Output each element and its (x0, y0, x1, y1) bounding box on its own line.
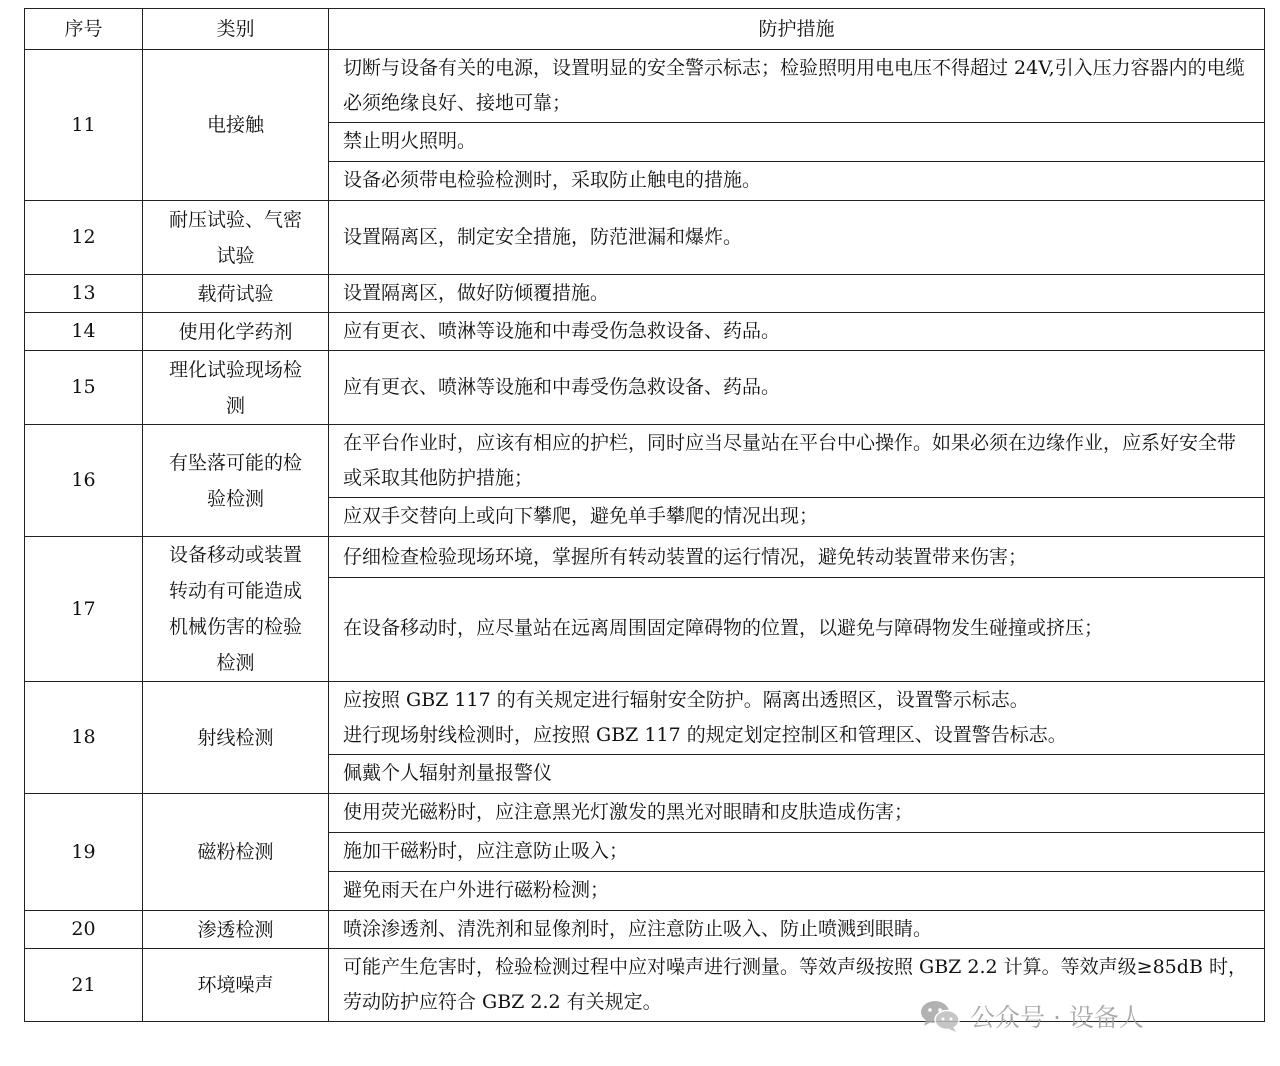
row-number: 14 (25, 313, 143, 351)
row-category: 理化试验现场检测 (143, 351, 329, 425)
table-row (25, 201, 1265, 275)
row-number: 15 (25, 351, 143, 425)
measure-item: 施加干磁粉时，应注意防止吸入； (329, 832, 1264, 871)
row-category: 使用化学药剂 (143, 313, 329, 351)
row-number: 19 (25, 794, 143, 911)
table-row (25, 682, 1265, 794)
measure-item: 仔细检查检验现场环境，掌握所有转动装置的运行情况，避免转动装置带来伤害； (343, 545, 1028, 568)
row-measures (329, 682, 1265, 794)
table-row (25, 351, 1265, 425)
row-number: 18 (25, 682, 143, 794)
row-category: 射线检测 (143, 682, 329, 794)
row-number: 17 (25, 537, 143, 682)
measure-item: 应有更衣、喷淋等设施和中毒受伤急救设备、药品。 (329, 351, 1265, 425)
measure-item: 喷涂渗透剂、清洗剂和显像剂时，应注意防止吸入、防止喷溅到眼睛。 (329, 911, 1265, 949)
wechat-icon (920, 999, 960, 1033)
measure-item: 在设备移动时，应尽量站在远离周围固定障碍物的位置，以避免与障碍物发生碰撞或挤压； (329, 577, 1264, 680)
watermark (920, 996, 1144, 1036)
measure-item: 设置隔离区，做好防倾覆措施。 (329, 275, 1265, 313)
measure-item: 避免雨天在户外进行磁粉检测； (329, 871, 1264, 910)
measure-item: 在平台作业时，应该有相应的护栏，同时应当尽量站在平台中心操作。如果必须在边缘作业，应系好安全带或采取其他防护措施； (343, 432, 1237, 489)
row-category: 设备移动或装置转动有可能造成机械伤害的检验检测 (143, 537, 329, 682)
header-number: 序号 (25, 9, 143, 50)
row-category: 载荷试验 (143, 275, 329, 313)
header-category: 类别 (143, 9, 329, 50)
measure-item: 设备必须带电检验检测时，采取防止触电的措施。 (329, 161, 1264, 200)
row-category: 磁粉检测 (143, 794, 329, 911)
measure-item: 使用荧光磁粉时，应注意黑光灯激发的黑光对眼睛和皮肤造成伤害； (343, 801, 914, 823)
row-number: 13 (25, 275, 143, 313)
table-row (25, 537, 1265, 682)
row-measures (329, 50, 1265, 201)
measure-item: 佩戴个人辐射剂量报警仪 (329, 754, 1264, 793)
row-measures (329, 425, 1265, 537)
measure-item: 应按照 GBZ 117 的有关规定进行辐射安全防护。隔离出透照区，设置警示标志。 进行现场射线检测时，应按照 GBZ 117 的规定划定控制区和管理区、设置警告标志。 (343, 689, 1067, 746)
table-row (25, 911, 1265, 949)
table-header-row (25, 9, 1265, 50)
measure-item: 切断与设备有关的电源，设置明显的安全警示标志；检验照明用电电压不得超过 24V,引入压力容器内的电缆必须绝缘良好、接地可靠； (343, 57, 1245, 114)
row-number: 20 (25, 911, 143, 949)
safety-measures-table (24, 8, 1265, 1022)
table-row (25, 425, 1265, 537)
row-category: 渗透检测 (143, 911, 329, 949)
table-row (25, 794, 1265, 911)
watermark-text: 公众号 · 设备人 (970, 1003, 1144, 1032)
measure-item: 可能产生危害时，检验检测过程中应对噪声进行测量。等效声级按照 GBZ 2.2 计算。等效声级≥85dB 时，劳动防护应符合 GBZ 2.2 有关规定。 (329, 949, 1265, 1022)
row-number: 16 (25, 425, 143, 537)
measure-item: 设置隔离区，制定安全措施，防范泄漏和爆炸。 (329, 201, 1265, 275)
row-number: 21 (25, 949, 143, 1022)
table-row (25, 313, 1265, 351)
measure-item: 应有更衣、喷淋等设施和中毒受伤急救设备、药品。 (329, 313, 1265, 351)
row-category: 耐压试验、气密试验 (143, 201, 329, 275)
row-measures (329, 794, 1265, 911)
row-number: 12 (25, 201, 143, 275)
row-number: 11 (25, 50, 143, 201)
row-category: 环境噪声 (143, 949, 329, 1022)
header-measures: 防护措施 (329, 9, 1265, 50)
row-category: 电接触 (143, 50, 329, 201)
table-row (25, 50, 1265, 201)
measure-item: 禁止明火照明。 (329, 122, 1264, 161)
table-row (25, 275, 1265, 313)
row-measures (329, 537, 1265, 682)
row-category: 有坠落可能的检验检测 (143, 425, 329, 537)
measure-item: 应双手交替向上或向下攀爬，避免单手攀爬的情况出现； (329, 497, 1264, 536)
